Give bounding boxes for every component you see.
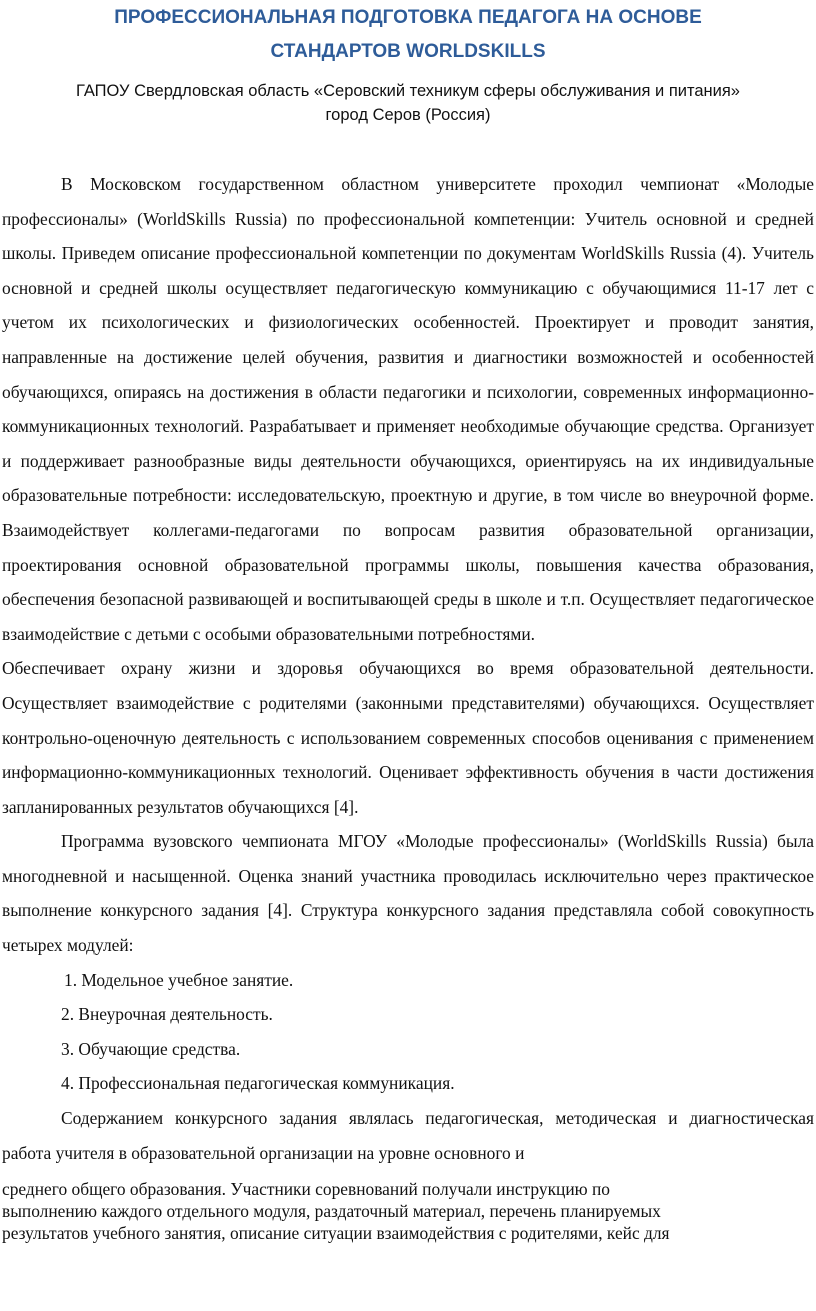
document-body (2, 167, 814, 1170)
text-line: результатов учебного занятия, описание ситуации взаимодействия с родителями, кейс для (2, 1223, 670, 1244)
organization-info (2, 79, 814, 127)
paragraph-duties: Обеспечивает охрану жизни и здоровья обучающихся во время образовательной деятельности. Осуществляет взаимодействие с родителями (законными представителями) обучающихся. Осуществляет контрольно-оценочную деятельность с использованием современных способов оценивания с применением информационно-коммуникационных технологий. Оценивает эффективность обучения в части достижения запланированных результатов обучающихся [4]. (2, 658, 814, 817)
list-item-module-2: 2. Внеурочная деятельность. (61, 1004, 273, 1025)
organization-name: ГАПОУ Свердловская область «Серовский техникум сферы обслуживания и питания» (76, 82, 740, 100)
paragraph-competence-description: В Московском государственном областном университете проходил чемпионат «Молодые профессионалы» (WorldSkills Russia) по профессиональной компетенции: Учитель основной и средней школы. Приведем описание профессиональной компетенции по документам WorldSkills Russia (4). Учитель основной и средней школы осуществляет педагогическую коммуникацию с обучающимися 11-17 лет с учетом их психологических и физиологических особенностей. Проектирует и проводит занятия, направленные на достижение целей обучения, развития и диагностики возможностей и особенностей обучающихся, опираясь на достижения в области педагогики и психологии, современных информационно-коммуникационных технологий. Разрабатывает и применяет необходимые обучающие средства. Организует и поддерживает разнообразные виды деятельности обучающихся, ориентируясь на их индивидуальные образовательные потребности: исследовательскую, проектную и другие, в том числе во внеурочной форме. Взаимодействует коллегами-педагогами по вопросам развития образовательной организации, проектирования основной образовательной программы школы, повышения качества образования, обеспечения безопасной развивающей и воспитывающей среды в школе и т.п. Осуществляет педагогическое взаимодействие с детьми с особыми образовательными потребностями. (2, 174, 814, 644)
text-line: выполнению каждого отдельного модуля, раздаточный материал, перечень планируемых (2, 1201, 661, 1222)
document-title (2, 0, 814, 69)
list-item-module-1: 1. Модельное учебное занятие. (64, 969, 294, 990)
paragraph-championship-program: Программа вузовского чемпионата МГОУ «Молодые профессионалы» (WorldSkills Russia) была многодневной и насыщенной. Оценка знаний участника проводилась исключительно через практическое выполнение конкурсного задания [4]. Структура конкурсного задания представляла собой совокупность четырех модулей: (2, 831, 814, 956)
title-line-1: ПРОФЕССИОНАЛЬНАЯ ПОДГОТОВКА ПЕДАГОГА НА ОСНОВЕ (114, 7, 702, 28)
list-item-module-3: 3. Обучающие средства. (61, 1038, 241, 1059)
paragraph-task-content: Содержанием конкурсного задания являлась педагогическая, методическая и диагностическая работа учителя в образовательной организации на уровне основного и (2, 1108, 814, 1163)
organization-city: город Серов (Россия) (325, 106, 491, 124)
title-line-2: СТАНДАРТОВ WORLDSKILLS (270, 41, 546, 62)
text-line: среднего общего образования. Участники соревнований получали инструкцию по (2, 1179, 610, 1200)
list-item-module-4: 4. Профессиональная педагогическая коммуникация. (61, 1073, 455, 1094)
